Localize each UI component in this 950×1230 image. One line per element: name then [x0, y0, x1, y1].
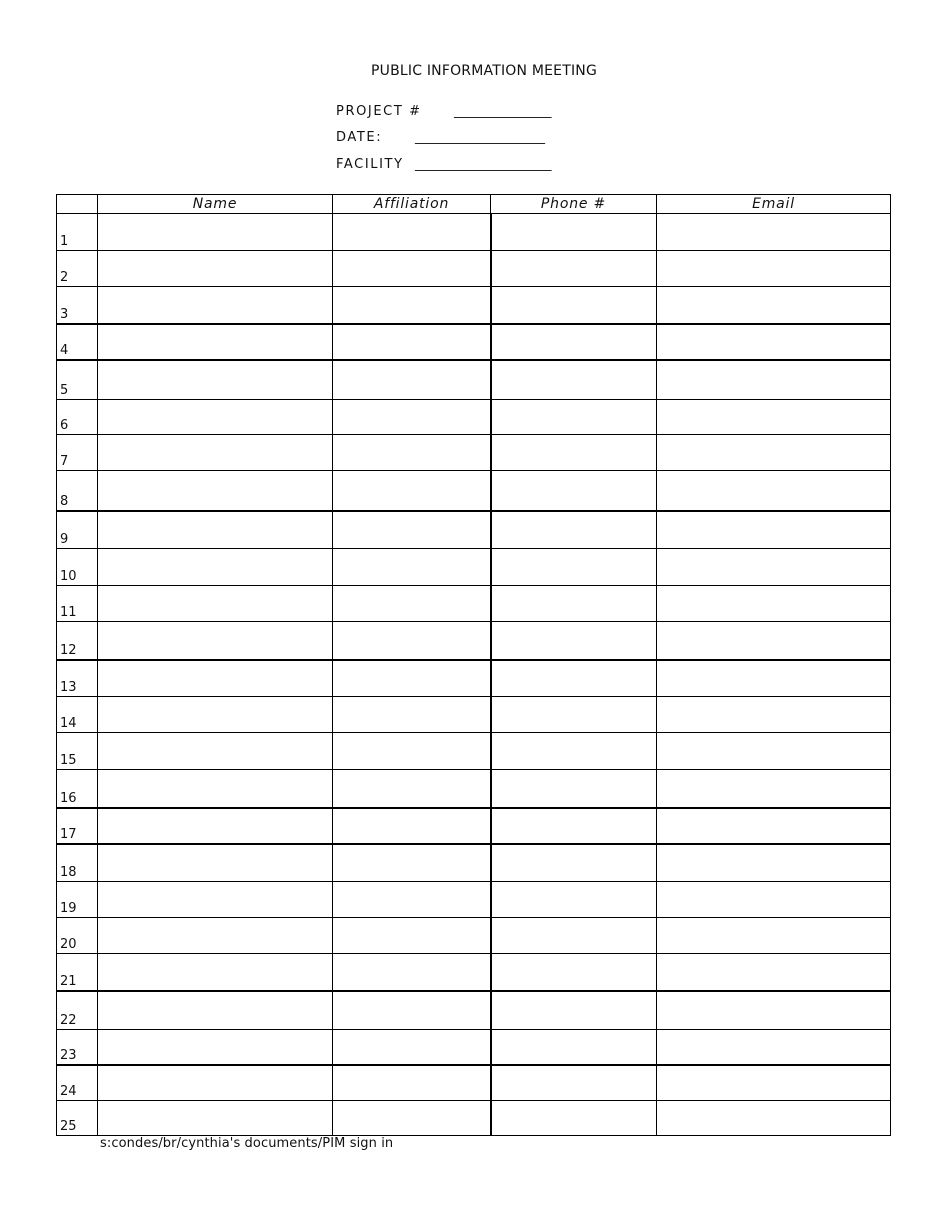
row-number: 24 [57, 1065, 98, 1101]
row-number: 4 [57, 324, 98, 360]
phone-cell[interactable] [491, 511, 657, 549]
row-number: 18 [57, 844, 98, 882]
name-cell[interactable] [98, 287, 333, 324]
affiliation-cell[interactable] [333, 991, 491, 1030]
affiliation-cell[interactable] [333, 214, 491, 251]
project-field [336, 104, 552, 119]
row-number: 3 [57, 287, 98, 324]
affiliation-cell[interactable] [333, 697, 491, 733]
table-row [57, 733, 891, 770]
table-row [57, 586, 891, 622]
date-label: DATE: [336, 130, 383, 145]
table-header-row [57, 195, 891, 214]
affiliation-cell[interactable] [333, 435, 491, 471]
table-row [57, 1101, 891, 1136]
row-number: 17 [57, 808, 98, 844]
row-number: 9 [57, 511, 98, 549]
table-row [57, 660, 891, 697]
email-cell[interactable] [657, 918, 891, 954]
row-number: 14 [57, 697, 98, 733]
email-cell[interactable] [657, 808, 891, 844]
phone-cell[interactable] [491, 471, 657, 511]
name-cell[interactable] [98, 435, 333, 471]
row-number: 5 [57, 360, 98, 400]
email-cell[interactable] [657, 1030, 891, 1065]
table-row [57, 214, 891, 251]
table-row [57, 622, 891, 660]
email-cell[interactable] [657, 511, 891, 549]
phone-cell[interactable] [491, 586, 657, 622]
email-cell[interactable] [657, 697, 891, 733]
table-row [57, 882, 891, 918]
email-cell[interactable] [657, 251, 891, 287]
table-row [57, 251, 891, 287]
name-cell[interactable] [98, 586, 333, 622]
table-row [57, 697, 891, 733]
phone-cell[interactable] [491, 251, 657, 287]
email-cell[interactable] [657, 586, 891, 622]
name-cell[interactable] [98, 324, 333, 360]
name-cell[interactable] [98, 882, 333, 918]
email-cell[interactable] [657, 360, 891, 400]
column-header-phone: Phone # [491, 195, 657, 214]
email-cell[interactable] [657, 324, 891, 360]
date-blank-line[interactable]: ____________________ [415, 130, 545, 145]
table-row [57, 435, 891, 471]
email-cell[interactable] [657, 1065, 891, 1101]
table-row [57, 400, 891, 435]
phone-cell[interactable] [491, 324, 657, 360]
phone-cell[interactable] [491, 991, 657, 1030]
email-cell[interactable] [657, 770, 891, 808]
affiliation-cell[interactable] [333, 733, 491, 770]
phone-cell[interactable] [491, 1065, 657, 1101]
email-cell[interactable] [657, 214, 891, 251]
affiliation-cell[interactable] [333, 918, 491, 954]
name-cell[interactable] [98, 991, 333, 1030]
row-number: 13 [57, 660, 98, 697]
name-cell[interactable] [98, 622, 333, 660]
affiliation-cell[interactable] [333, 1030, 491, 1065]
name-cell[interactable] [98, 733, 333, 770]
name-cell[interactable] [98, 697, 333, 733]
name-cell[interactable] [98, 1101, 333, 1136]
row-number: 12 [57, 622, 98, 660]
name-cell[interactable] [98, 770, 333, 808]
email-cell[interactable] [657, 1101, 891, 1136]
table-row [57, 1065, 891, 1101]
page-title: PUBLIC INFORMATION MEETING [370, 63, 597, 79]
phone-cell[interactable] [491, 844, 657, 882]
affiliation-cell[interactable] [333, 287, 491, 324]
phone-cell[interactable] [491, 287, 657, 324]
affiliation-cell[interactable] [333, 660, 491, 697]
email-cell[interactable] [657, 954, 891, 991]
table-row [57, 360, 891, 400]
row-number: 16 [57, 770, 98, 808]
phone-cell[interactable] [491, 882, 657, 918]
phone-cell[interactable] [491, 622, 657, 660]
project-label: PROJECT # [336, 104, 422, 119]
row-number: 23 [57, 1030, 98, 1065]
project-blank-line[interactable]: _______________ [454, 104, 552, 119]
row-number: 8 [57, 471, 98, 511]
phone-cell[interactable] [491, 733, 657, 770]
row-number: 21 [57, 954, 98, 991]
affiliation-cell[interactable] [333, 549, 491, 586]
email-cell[interactable] [657, 435, 891, 471]
affiliation-cell[interactable] [333, 882, 491, 918]
phone-cell[interactable] [491, 1101, 657, 1136]
table-row [57, 511, 891, 549]
column-header-name: Name [98, 195, 333, 214]
affiliation-cell[interactable] [333, 471, 491, 511]
sign-in-table [56, 194, 891, 1136]
row-number: 22 [57, 991, 98, 1030]
name-cell[interactable] [98, 251, 333, 287]
phone-cell[interactable] [491, 400, 657, 435]
table-row [57, 954, 891, 991]
phone-cell[interactable] [491, 214, 657, 251]
email-cell[interactable] [657, 991, 891, 1030]
name-cell[interactable] [98, 918, 333, 954]
row-number: 10 [57, 549, 98, 586]
table-row [57, 918, 891, 954]
name-cell[interactable] [98, 660, 333, 697]
phone-cell[interactable] [491, 660, 657, 697]
column-header-affiliation: Affiliation [333, 195, 491, 214]
column-header-email: Email [657, 195, 891, 214]
email-cell[interactable] [657, 844, 891, 882]
email-cell[interactable] [657, 622, 891, 660]
date-field [336, 130, 545, 145]
table-row [57, 324, 891, 360]
row-number: 11 [57, 586, 98, 622]
phone-cell[interactable] [491, 1030, 657, 1065]
affiliation-cell[interactable] [333, 622, 491, 660]
table-row [57, 471, 891, 511]
email-cell[interactable] [657, 660, 891, 697]
affiliation-cell[interactable] [333, 324, 491, 360]
name-cell[interactable] [98, 549, 333, 586]
affiliation-cell[interactable] [333, 844, 491, 882]
row-number: 20 [57, 918, 98, 954]
affiliation-cell[interactable] [333, 360, 491, 400]
phone-cell[interactable] [491, 360, 657, 400]
name-cell[interactable] [98, 214, 333, 251]
name-cell[interactable] [98, 471, 333, 511]
email-cell[interactable] [657, 400, 891, 435]
affiliation-cell[interactable] [333, 1065, 491, 1101]
name-cell[interactable] [98, 511, 333, 549]
email-cell[interactable] [657, 471, 891, 511]
phone-cell[interactable] [491, 697, 657, 733]
name-cell[interactable] [98, 400, 333, 435]
name-cell[interactable] [98, 954, 333, 991]
facility-label: FACILITY [336, 157, 404, 172]
email-cell[interactable] [657, 882, 891, 918]
table-row [57, 1030, 891, 1065]
email-cell[interactable] [657, 733, 891, 770]
phone-cell[interactable] [491, 918, 657, 954]
row-number: 19 [57, 882, 98, 918]
table-row [57, 770, 891, 808]
affiliation-cell[interactable] [333, 954, 491, 991]
row-number: 7 [57, 435, 98, 471]
phone-cell[interactable] [491, 770, 657, 808]
name-cell[interactable] [98, 360, 333, 400]
file-path-footer: s:condes/br/cynthia's documents/PIM sign in [100, 1136, 394, 1151]
name-cell[interactable] [98, 1030, 333, 1065]
facility-blank-line[interactable]: _____________________ [415, 157, 552, 172]
table-row [57, 287, 891, 324]
affiliation-cell[interactable] [333, 511, 491, 549]
email-cell[interactable] [657, 549, 891, 586]
phone-cell[interactable] [491, 954, 657, 991]
affiliation-cell[interactable] [333, 586, 491, 622]
phone-cell[interactable] [491, 808, 657, 844]
row-number: 25 [57, 1101, 98, 1136]
row-number: 2 [57, 251, 98, 287]
name-cell[interactable] [98, 844, 333, 882]
email-cell[interactable] [657, 287, 891, 324]
row-number: 15 [57, 733, 98, 770]
affiliation-cell[interactable] [333, 770, 491, 808]
phone-cell[interactable] [491, 435, 657, 471]
facility-field [336, 157, 552, 172]
table-row [57, 549, 891, 586]
affiliation-cell[interactable] [333, 808, 491, 844]
phone-cell[interactable] [491, 549, 657, 586]
row-number: 1 [57, 214, 98, 251]
name-cell[interactable] [98, 1065, 333, 1101]
table-row [57, 991, 891, 1030]
name-cell[interactable] [98, 808, 333, 844]
row-number: 6 [57, 400, 98, 435]
column-header-number [57, 195, 98, 214]
table-row [57, 844, 891, 882]
affiliation-cell[interactable] [333, 400, 491, 435]
affiliation-cell[interactable] [333, 251, 491, 287]
table-row [57, 808, 891, 844]
affiliation-cell[interactable] [333, 1101, 491, 1136]
